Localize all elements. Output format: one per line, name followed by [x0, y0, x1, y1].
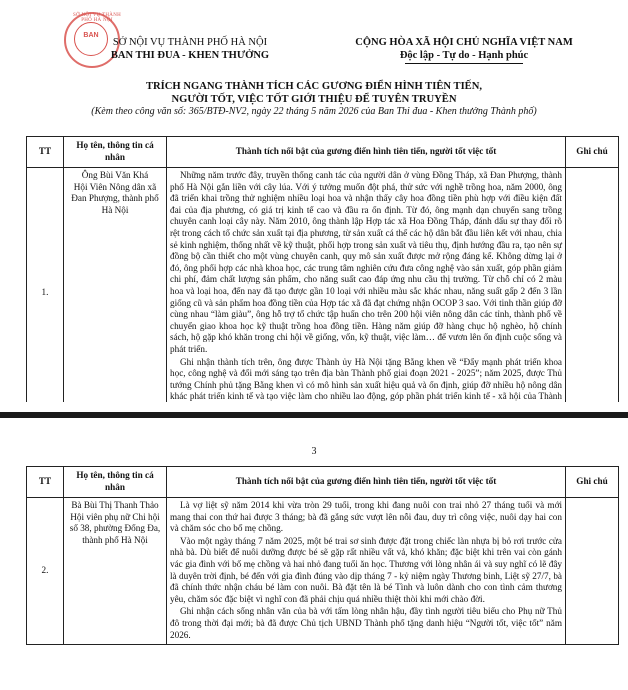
- document-page-2: [0, 446, 628, 690]
- title-line-1: TRÍCH NGANG THÀNH TÍCH CÁC GƯƠNG ĐIỂN HÌNH TIÊN TIẾN,: [145, 81, 483, 92]
- country-name: CỘNG HÒA XÃ HỘI CHỦ NGHĨA VIỆT NAM: [355, 37, 573, 48]
- table-row: [27, 498, 619, 645]
- issuing-department: SỞ NỘI VỤ THÀNH PHỐ HÀ NỘI: [112, 37, 268, 48]
- page-separator: [0, 412, 628, 418]
- row-number: 2.: [27, 498, 64, 645]
- page-gap: [0, 402, 628, 446]
- table-row: [27, 168, 619, 418]
- achievement-text: [167, 498, 566, 645]
- person-info: [64, 498, 167, 645]
- issuing-board: BAN THI ĐUA - KHEN THƯỞNG: [110, 50, 270, 61]
- table-header-row: [27, 137, 619, 168]
- issuing-agency-block: [70, 36, 310, 62]
- header-tt: TT: [27, 137, 64, 168]
- achievement-paragraph: Ghi nhận thành tích trên, ông được Thành ủy Hà Nội tặng Bằng khen về “Đẩy mạnh phát triển khoa học, công nghệ và đổi mới sáng tạo trên địa bàn Thành phố giai đoạn 2021 - 2025”; năm 2025, được Thủ tướng Chính phủ tặng Bằng khen vì có mô hình sản xuất hiệu quả và ổn định, giúp đỡ nhiều hộ nông dân khác phát triển kinh tế và tạo việc làm cho nhiều lao động, góp phần phát triển kinh tế - xã hội của Thành: [170, 356, 562, 402]
- document-reference: (Kèm theo công văn số: 365/BTĐ-NV2, ngày 22 tháng 5 năm 2026 của Ban Thi đua - Khen thưởng Thành phố): [91, 106, 537, 117]
- achievement-text: [167, 168, 566, 418]
- row-number: 1.: [27, 168, 64, 418]
- title-line-2: NGƯỜI TỐT, VIỆC TỐT GIỚI THIỆU ĐỂ TUYÊN TRUYỀN: [171, 94, 457, 105]
- person-info: [64, 168, 167, 418]
- person-affiliation: Hội viên phụ nữ Chi hội số 38, phường Đống Đa, thành phố Hà Nội: [69, 511, 161, 545]
- national-motto: Độc lập - Tự do - Hạnh phúc: [399, 50, 529, 61]
- page-number: 3: [311, 446, 317, 457]
- seal-center-text: BAN: [83, 32, 99, 39]
- achievement-paragraph: Vào một ngày tháng 7 năm 2025, một bé trai sơ sinh được đặt trong chiếc làn nhựa bị bỏ rơi trước cửa nhà bà. Dù biết để nuôi dưỡng được bé sẽ gặp rất nhiều vất vả, khó khăn; đặc biệt khi trên vai còn gánh vác gia đình với bố mẹ chồng và hai nhỏ đang tuổi ăn học. Thương với lòng nhân ái và suy nghĩ có lẽ đây là duyên trời định, bé đến với gia đình đúng vào dịp tháng 7 - kỷ niệm ngày Thương binh, Liệt sỹ 27/7, bà đã chính thức nhận cháu bé làm con nuôi. Bà đặt tên là bé Tình và luôn dành cho con tình cảm thương yêu, chăm sóc đặc biệt vì nghĩ con đã phải chịu quá nhiều thiệt thòi khi mới chào đời.: [170, 535, 562, 604]
- note-cell: [566, 168, 619, 418]
- document-title: [40, 80, 588, 106]
- achievement-table-page-2: [26, 466, 619, 645]
- header-achievement: Thành tích nổi bật của gương điển hình tiên tiến, người tốt việc tốt: [167, 467, 566, 498]
- header-tt: TT: [27, 467, 64, 498]
- header-name: Họ tên, thông tin cá nhân: [64, 467, 167, 498]
- person-name: Bà Bùi Thị Thanh Thảo: [71, 500, 159, 510]
- person-name: Ông Bùi Văn Khá: [81, 170, 149, 180]
- header-name: Họ tên, thông tin cá nhân: [64, 137, 167, 168]
- achievement-paragraph: Là vợ liệt sỹ năm 2014 khi vừa tròn 29 tuổi, trong khi đang nuôi con trai nhỏ 27 tháng tuổi và mới mang thai con thứ hai được 3 tháng; bà đã gắng sức vượt lên nỗi đau, duy trì công việc, nuôi dạy hai con và chăm sóc cho bố mẹ chồng.: [170, 500, 562, 534]
- motto-underline: [405, 63, 523, 64]
- achievement-table-page-1: [26, 136, 619, 418]
- seal-ring-text: SỞ NỘI VỤ THÀNH PHỐ HÀ NỘI: [72, 13, 122, 23]
- note-cell: [566, 498, 619, 645]
- achievement-paragraph: Ghi nhận cách sống nhân văn của bà với tấm lòng nhân hậu, đầy tình người tiêu biểu cho Phụ nữ Thủ đô trong thời đại mới; bà đã được Chủ tịch UBND Thành phố tặng danh hiệu “Người tốt, việc tốt” năm 2026.: [170, 606, 562, 640]
- achievement-paragraph: Những năm trước đây, truyền thống canh tác của người dân ở vùng Đồng Tháp, xã Đan Phượng, thành phố Hà Nội gắn liền với cây lúa. Với ý tưởng muốn đột phá, thử sức với nghề trồng hoa, năm 2000, ông đã triển khai trồng thử nghiệm nhiều loại hoa và nhận thấy cây hoa đồng tiền phù hợp với điều kiện đất đai của địa phương, có giá trị kinh tế cao và đầu ra ổn định. Từ đó, ông mạnh dạn chuyển sang trồng chuyên canh loại cây này. Năm 2010, ông thành lập Hợp tác xã Hoa Đồng Tháp, đánh dấu sự thay đổi rõ rệt trong cách tổ chức sản xuất tại địa phương, từ sản xuất cá thể các hộ dân bắt đầu liên kết với nhau, chia sẻ kinh nghiệm, thống nhất về kỹ thuật, phối hợp trong sản xuất và tiêu thụ, định hướng đầu ra, tạo nên sự đồng bộ cần thiết cho một vùng chuyên canh, quy mô sản xuất được mở rộng đáng kể. Không dừng lại ở đó, ông phối hợp các nhà khoa học, các trung tâm nghiên cứu đưa công nghệ vào sản xuất, góp phần giảm chi phí, đảm chất lượng sản phẩm, cho năng suất cao đáp ứng nhu cầu thị trường. Từ chỗ chỉ có 2 màu hoa và loại hoa, đến nay đã tạo được gần 10 loại với nhiều màu sắc khác nhau, năng suất gấp 2 đến 3 lần giống cũ và sản phẩm hoa đồng tiền của Hợp tác xã đã đạt chứng nhận OCOP 3 sao. Với tinh thần giúp đỡ cùng nhau “làm giàu”, ông hỗ trợ tổ chức tập huấn cho trên 200 hội viên nông dân các tỉnh, thành phố về chuyển giao khoa học kỹ thuật trồng hoa đồng tiền. Hàng năm giúp đỡ hàng chục hộ nghèo, hộ chính sách, hộ gặp khó khăn trong chi hội về giống, vốn, kỹ thuật, việc làm… để vươn lên ổn định cuộc sống và phát triển.: [170, 170, 562, 354]
- header-note: Ghi chú: [566, 467, 619, 498]
- national-motto-block: [322, 36, 606, 64]
- person-affiliation: Hội Viên Nông dân xã Đan Phượng, thành phố Hà Nội: [71, 181, 159, 215]
- header-achievement: Thành tích nổi bật của gương điển hình tiên tiến, người tốt việc tốt: [167, 137, 566, 168]
- header-note: Ghi chú: [566, 137, 619, 168]
- table-header-row: [27, 467, 619, 498]
